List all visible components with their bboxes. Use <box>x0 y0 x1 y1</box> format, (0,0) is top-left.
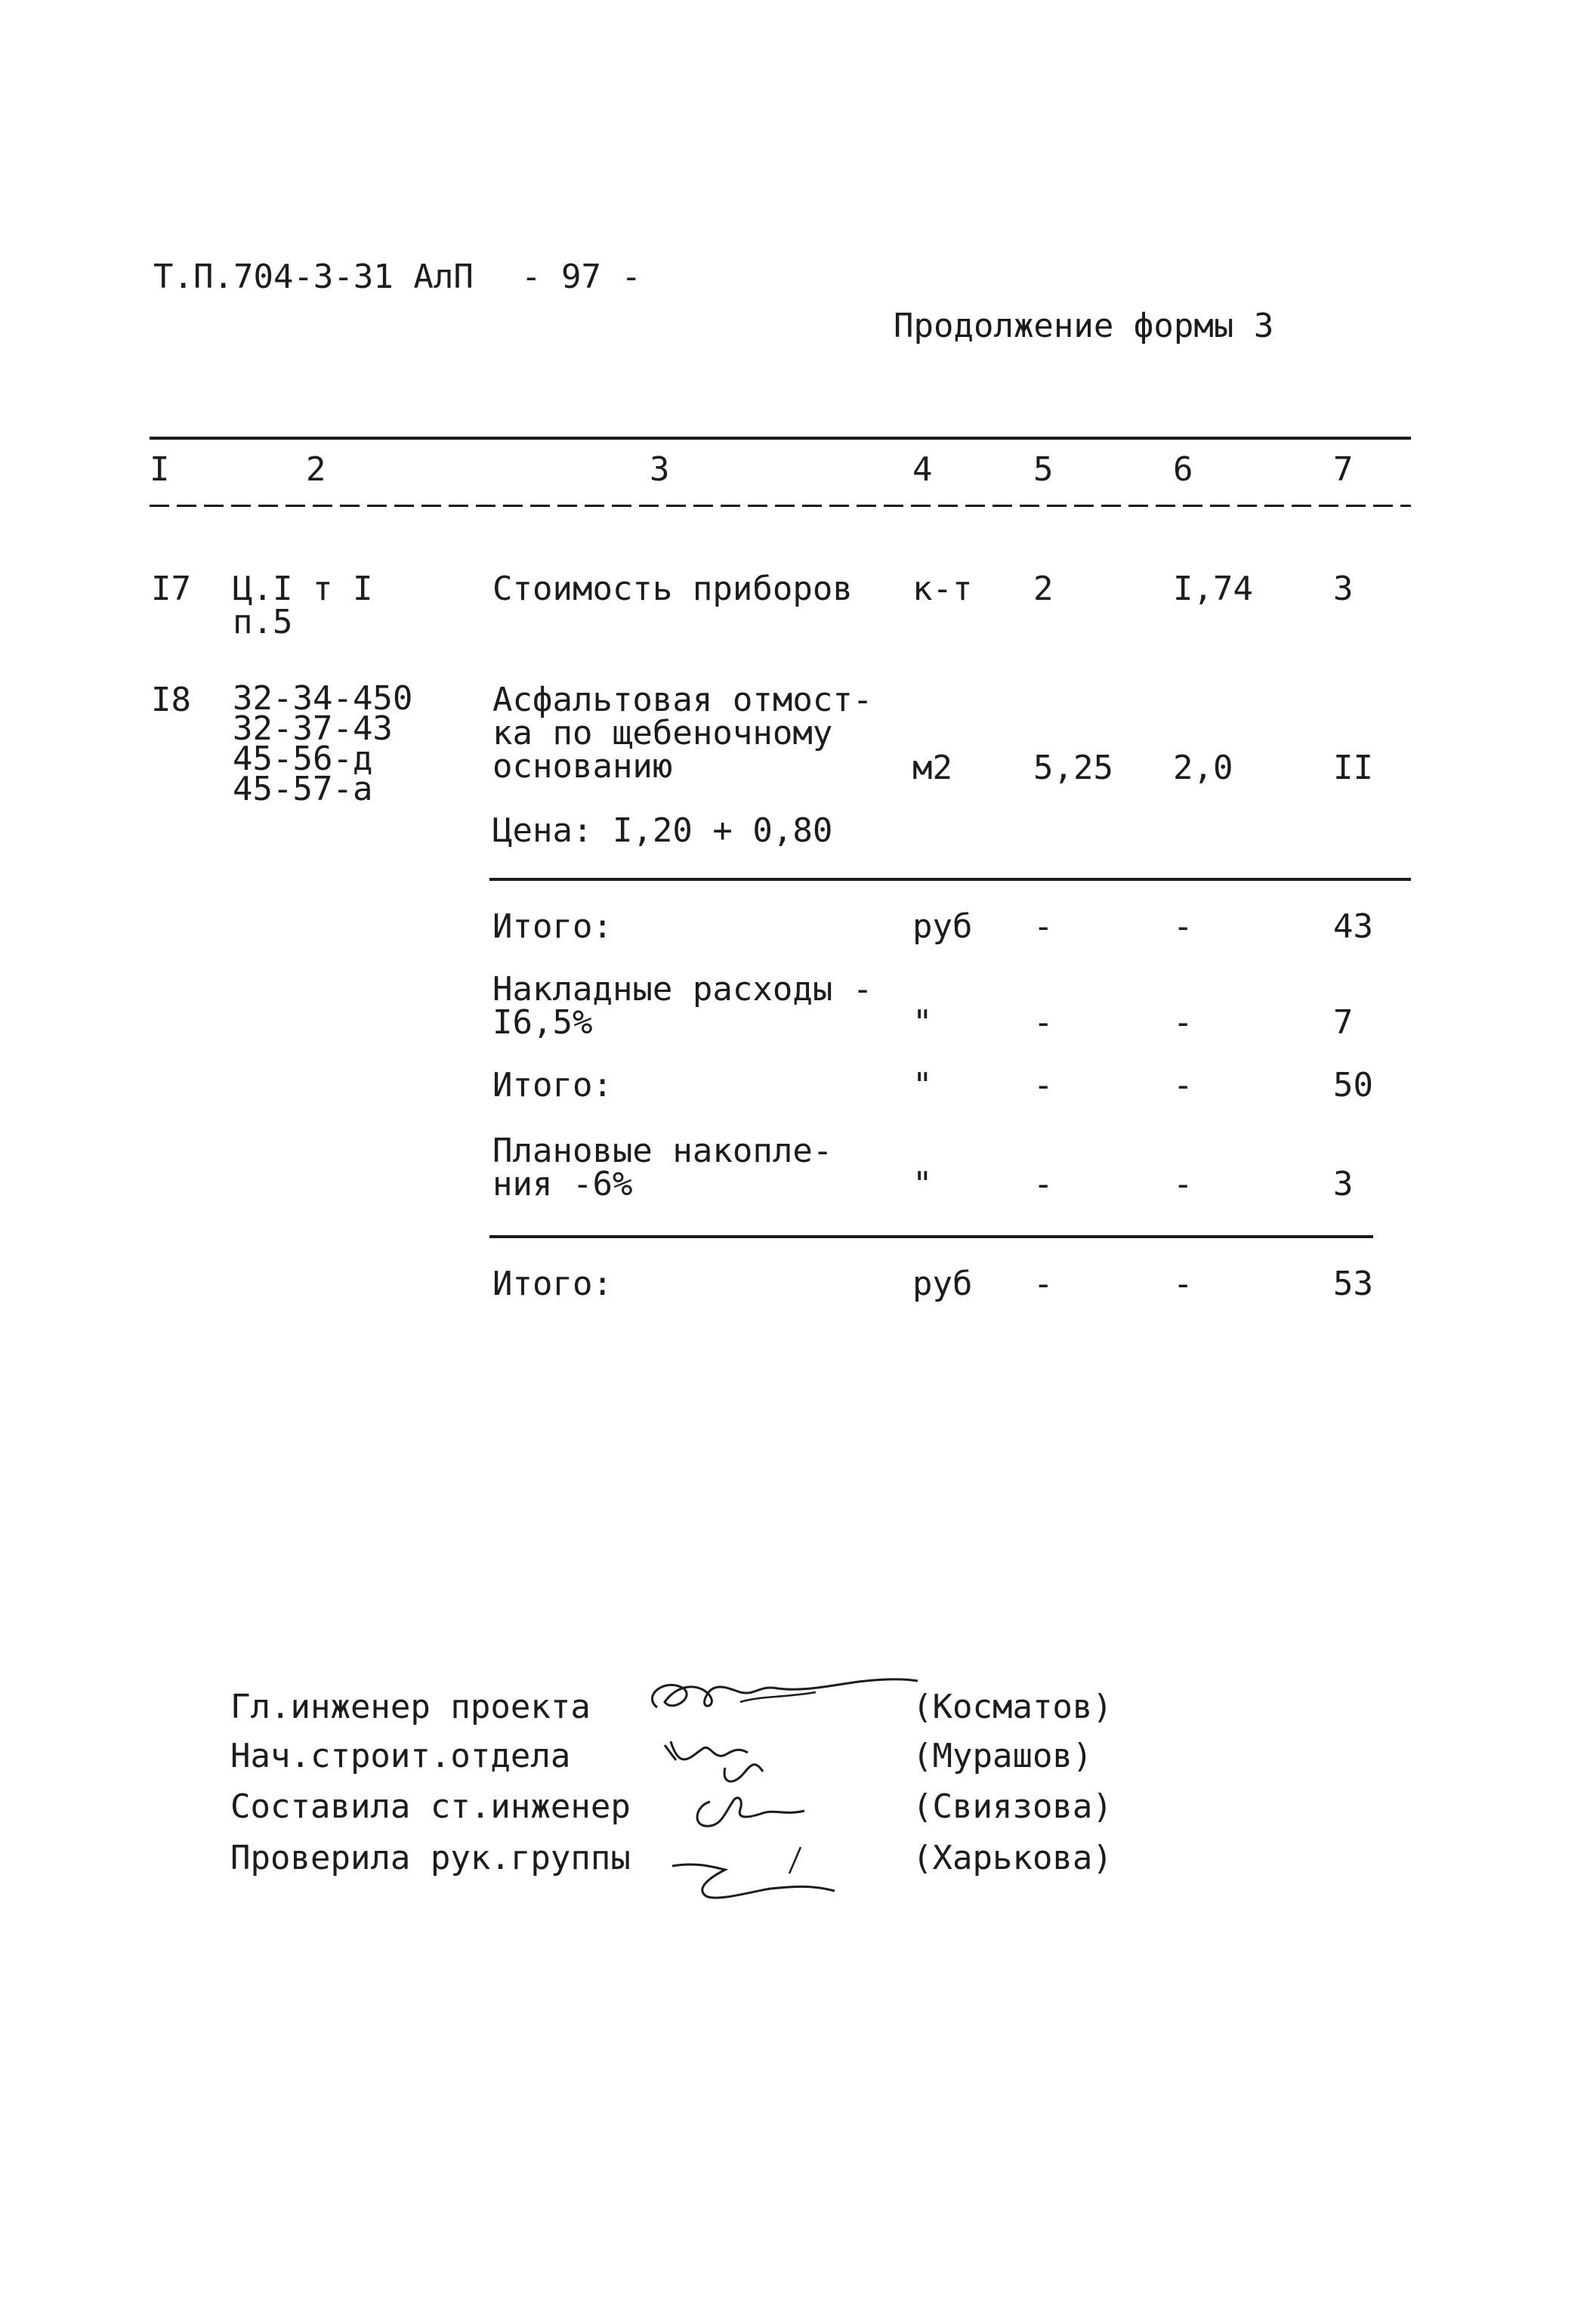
summary-total: 43 <box>1333 907 1373 946</box>
summary-unit: " <box>912 1165 933 1203</box>
signature-role: Нач.строит.отдела <box>230 1737 571 1775</box>
column-number-7: 7 <box>1333 450 1354 489</box>
column-number-3: 3 <box>650 450 670 489</box>
summary-col5: - <box>1033 907 1054 946</box>
signature-role: Гл.инженер проекта <box>230 1688 591 1726</box>
row-price: 2,0 <box>1173 749 1233 787</box>
grand-total-value: 53 <box>1333 1265 1373 1303</box>
column-number-2: 2 <box>306 450 326 489</box>
row-quantity: 2 <box>1033 570 1054 608</box>
column-number-4: 4 <box>912 450 933 489</box>
column-number-6: 6 <box>1173 450 1193 489</box>
row-number: I7 <box>151 570 191 608</box>
grand-total-label: Итого: <box>492 1265 613 1303</box>
summary-unit: " <box>912 1003 933 1042</box>
grand-total-col5: - <box>1033 1265 1054 1303</box>
page-number: - 97 - <box>521 258 641 296</box>
grand-total-rule <box>489 1235 1373 1238</box>
row-unit: к-т <box>912 570 973 608</box>
row-name: Стоимость приборов <box>492 570 853 608</box>
column-number-1: I <box>150 450 170 489</box>
summary-col5: - <box>1033 1003 1054 1042</box>
grand-total-col6: - <box>1173 1265 1193 1303</box>
handwritten-signature-4 <box>665 1832 846 1915</box>
summary-col6: - <box>1173 1003 1193 1042</box>
summary-total: 7 <box>1333 1003 1354 1042</box>
summary-total: 3 <box>1333 1165 1354 1203</box>
summary-unit: " <box>912 1066 933 1104</box>
signature-name: (Косматов) <box>912 1688 1113 1726</box>
summary-col5: - <box>1033 1165 1054 1203</box>
summary-col6: - <box>1173 907 1193 946</box>
row-total: II <box>1333 749 1373 787</box>
summary-label: Итого: <box>492 907 613 946</box>
summary-total: 50 <box>1333 1066 1373 1104</box>
signature-role: Проверила рук.группы <box>230 1839 631 1877</box>
summary-unit: руб <box>912 907 973 946</box>
row-quantity: 5,25 <box>1033 749 1113 787</box>
row-number: I8 <box>151 681 191 719</box>
summary-col6: - <box>1173 1066 1193 1104</box>
signature-name: (Харькова) <box>912 1839 1113 1877</box>
handwritten-signature-3 <box>680 1779 823 1840</box>
continuation-title: Продолжение формы 3 <box>894 307 1274 345</box>
document-code: Т.П.704-3-31 АлП <box>153 258 474 296</box>
grand-total-unit: руб <box>912 1265 973 1303</box>
price-note: Цена: I,20 + 0,80 <box>492 811 833 850</box>
summary-label: Плановые накопле- ния -6% <box>492 1132 833 1203</box>
handwritten-signature-1 <box>627 1666 921 1726</box>
row-name: Асфальтовая отмост- ка по щебеночному основанию <box>492 681 873 786</box>
row-total: 3 <box>1333 570 1354 608</box>
table-header-rule <box>150 505 1411 507</box>
table-top-rule <box>150 437 1411 440</box>
summary-top-rule <box>489 878 1411 881</box>
column-number-5: 5 <box>1033 450 1054 489</box>
summary-label: Накладные расходы - I6,5% <box>492 970 873 1042</box>
row-reference: 32-34-450 32-37-43 45-56-д 45-57-а <box>233 679 413 808</box>
signature-name: (Мурашов) <box>912 1737 1093 1775</box>
signature-name: (Свиязова) <box>912 1787 1113 1826</box>
summary-col6: - <box>1173 1165 1193 1203</box>
signature-role: Составила ст.инженер <box>230 1787 631 1826</box>
row-price: I,74 <box>1173 570 1253 608</box>
summary-col5: - <box>1033 1066 1054 1104</box>
summary-label: Итого: <box>492 1066 613 1104</box>
row-reference: Ц.I т I п.5 <box>233 570 373 641</box>
row-unit: м2 <box>912 749 952 787</box>
